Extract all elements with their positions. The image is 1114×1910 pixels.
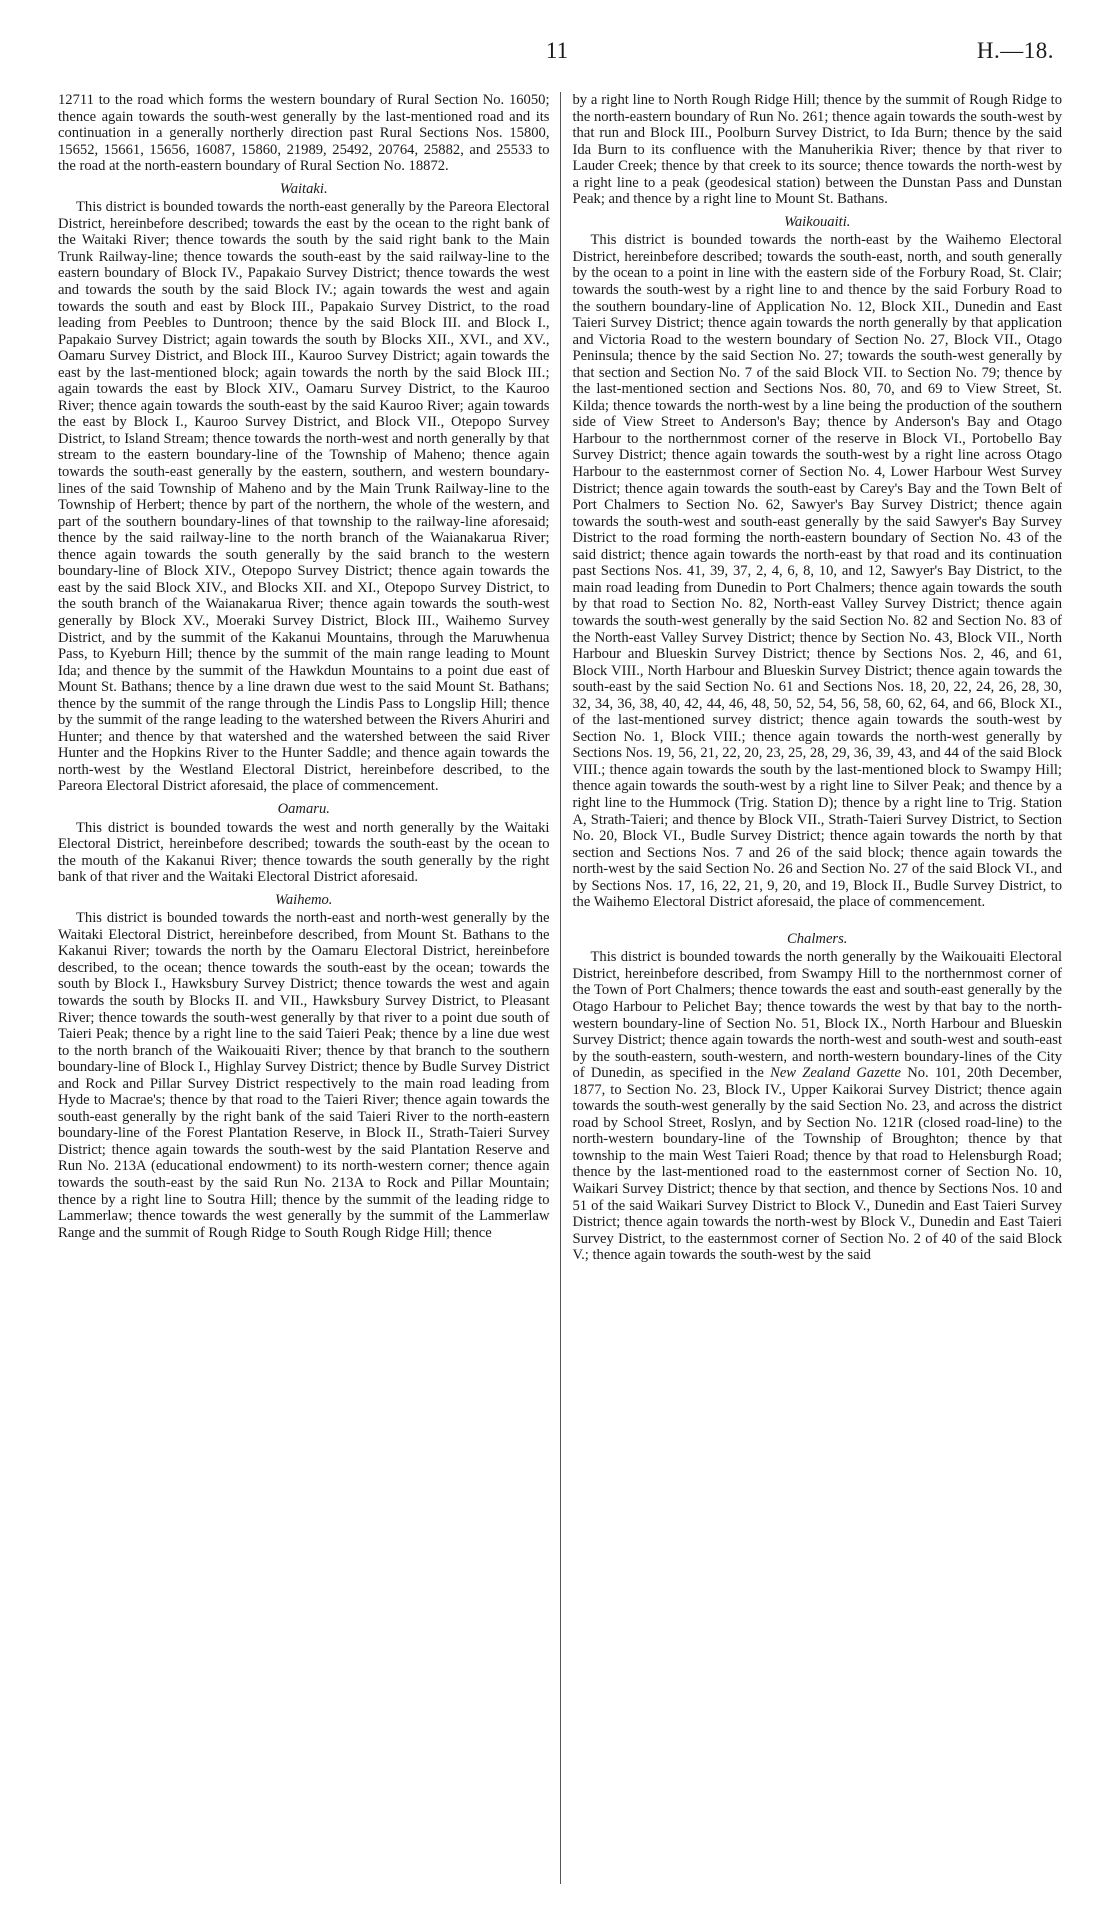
chalmers-paragraph bbox=[572, 949, 1062, 1263]
waitaki-paragraph: This district is bounded towards the north-east generally by the Pareora Electoral District, hereinbefore described; towards the east by the ocean to the right bank of the Waitaki River; thence towards the south by the said right bank to the Main Trunk Railway-line; thence towards the south-east by the said railway-line to the eastern boundary of Block IV., Papakaio Survey District; thence towards the west and towards the south by the said Block IV.; again towards the west and again towards the south and east by Block III., Papakaio Survey District, to the road leading from Peebles to Duntroon; thence by the said Block III. and Block I., Papakaio Survey District; again towards the south by Blocks XII., XVI., and XV., Oamaru Survey District, and Block III., Kauroo Survey District; again towards the east by the last-mentioned block; again towards the north by the said Block III.; again towards the east by Block XIV., Oamaru Survey District, to the Kauroo River; thence again towards the south-east by the said Kauroo River; again towards the east by Block I., Kauroo Survey District, and Block VII., Otepopo Survey District, to Island Stream; thence towards the north-west and north generally by that stream to the eastern boundary-line of the Township of Maheno; thence again towards the south-east generally by the eastern, southern, and western boundary-lines of the said Township of Maheno and by the Main Trunk Railway-line to the Township of Herbert; thence by part of the northern, the whole of the western, and part of the southern boundary-lines of that township to the railway-line aforesaid; thence by the said railway-line to the north branch of the Waianakarua River; thence again towards the south generally by the said branch to the western boundary-line of Block XIV., Otepopo Survey District; thence again towards the east by the said Block XIV., and Blocks XII. and XI., Otepopo Survey District, to the south branch of the Waianakarua River; thence again towards the south-west generally by Block XV., Moeraki Survey District, Block III., Waihemo Survey District, and by the summit of the Kakanui Mountains, through the Maruwhenua Pass, to Kyeburn Hill; thence by the summit of the main range leading to Mount Ida; and thence by the summit of the Hawkdun Mountains to a point due east of Mount St. Bathans; thence by a line drawn due west to the said Mount St. Bathans; thence by the summit of the range through the Lindis Pass to Longslip Hill; thence by the summit of the range leading to the watershed between the Rivers Ahuriri and Hunter; and thence by that watershed and the watershed between the said River Hunter and the Hopkins River to the Hunter Saddle; and thence again towards the north-west by the Westland Electoral District, hereinbefore described, to the Pareora Electoral District aforesaid, the place of commencement. bbox=[58, 199, 550, 795]
gazette-title: New Zealand Gazette bbox=[770, 1065, 901, 1082]
waihemo-heading: Waihemo. bbox=[275, 891, 333, 908]
chalmers-text-part-2: No. 101, 20th December, 1877, to Section No. 23, Block IV., Upper Kaikorai Survey District; thence again towards the south-west generally by the said Section No. 23, and across the district road by School Street, Roslyn, and by Section No. 121R (closed road-line) to the north-western boundary-line of the Township of Broughton; thence by that township to the main West Taieri Road; thence by that road to Helensburgh Road; thence by the last-mentioned road to the easternmost corner of Section No. 10, Waikari Survey District; thence by that section, and thence by Sections Nos. 10 and 51 of the said Waikari Survey District to Block V., Dunedin and East Taieri Survey District; thence again towards the north-west by Block V., Dunedin and East Taieri Survey District, to the easternmost corner of Section No. 2 of 40 of the said Block V.; thence again towards the south-west by the said bbox=[572, 1065, 1062, 1264]
right-column bbox=[564, 92, 1062, 1884]
waikouaiti-paragraph: This district is bounded towards the north-east by the Waihemo Electoral District, hereinbefore described; towards the south-east, north, and south generally by the ocean to a point in line with the eastern side of the Forbury Road, St. Clair; towards the south-west by a right line to and thence by the said Forbury Road to the southern boundary-line of Application No. 12, Block XII., Dunedin and East Taieri Survey District; thence again towards the north generally by that application and Victoria Road to the western boundary of Section No. 27, Block VII., Otago Peninsula; thence by the said Section No. 27; towards the south-west generally by that section and Section No. 7 of the said Block VII. to Section No. 79; thence by the last-mentioned section and Sections Nos. 80, 70, and 69 to View Street, St. Kilda; thence towards the north-west by a line being the production of the southern side of View Street to Anderson's Bay; thence by Anderson's Bay and Otago Harbour to the northernmost corner of the reserve in Block VI., Portobello Bay Survey District; thence again towards the south-west by a right line across Otago Harbour to the easternmost corner of Section No. 4, Lower Harbour West Survey District; thence again towards the south-east by Carey's Bay and the Town Belt of Port Chalmers to Section No. 62, Sawyer's Bay Survey District; thence again towards the south-west and south-east generally by the said Sawyer's Bay Survey District to the road forming the north-eastern boundary of Section No. 43 of the said district; thence again towards the north-east by that road and its continuation past Sections Nos. 41, 39, 37, 2, 4, 6, 8, 10, and 12, Sawyer's Bay District, to the main road leading from Dunedin to Port Chalmers; thence again towards the south by that road to Section No. 82, North-east Valley Survey District; thence again towards the south-west generally by the said Section No. 82 and Section No. 83 of the North-east Valley Survey District; thence by Section No. 43, Block VII., North Harbour and Blueskin Survey District; thence by Sections Nos. 2, 46, and 61, Block VIII., North Harbour and Blueskin Survey District; thence again towards the south-east by the said Section No. 61 and Sections Nos. 18, 20, 22, 24, 26, 28, 30, 32, 34, 36, 38, 40, 42, 44, 46, 48, 50, 52, 54, 56, 58, 60, 62, 64, and 66, Block XI., of the last-mentioned survey district; thence again towards the south-west by Section No. 1, Block VIII.; thence again towards the north-west generally by Sections Nos. 19, 56, 21, 22, 20, 23, 25, 28, 29, 36, 39, 43, and 44 of the said Block VIII.; thence again towards the south by the last-mentioned block to Swampy Hill; thence again towards the south-west by a right line to Silver Peak; and thence by a right line to the Hummock (Trig. Station D); thence by a right line to Trig. Station A, Strath-Taieri; and thence by Block VII., Strath-Taieri Survey District, to Section No. 20, Block VI., Budle Survey District; thence again towards the north by that section and Sections Nos. 7 and 26 of the said block; thence again towards the north-west by the said Section No. 26 and Section No. 27 of the said Block VI., and by Sections Nos. 17, 16, 22, 21, 9, 20, and 19, Block II., Budle Survey District, to the Waihemo Electoral District aforesaid, the place of commencement. bbox=[572, 232, 1062, 911]
column-divider bbox=[560, 92, 561, 1884]
document-reference: H.—18. bbox=[976, 38, 1054, 63]
chalmers-text-part-1: This district is bounded towards the north generally by the Waikouaiti Electoral District, hereinbefore described, from Swampy Hill to the northernmost corner of the Town of Port Chalmers; thence towards the east and south-east generally by the Otago Harbour to Pelichet Bay; thence towards the west by that bay to the north-western boundary-line of Section No. 51, Block IX., North Harbour and Blueskin Survey District; thence again towards the north-west and south-west and south-east by the south-eastern, south-western, and north-western boundary-lines of the City of Dunedin, as specified in the bbox=[572, 949, 1062, 1082]
oamaru-paragraph: This district is bounded towards the west and north generally by the Waitaki Electoral District, hereinbefore described; towards the south-east by the ocean to the mouth of the Kakanui River; thence towards the south generally by the right bank of that river and the Waitaki Electoral District aforesaid. bbox=[58, 819, 550, 886]
left-column bbox=[58, 92, 556, 1884]
waihemo-paragraph: This district is bounded towards the north-east and north-west generally by the Waitaki Electoral District, hereinbefore described, from Mount St. Bathans to the Kakanui River; towards the north by the Oamaru Electoral District, hereinbefore described, to the ocean; thence towards the south-east by the ocean; towards the south by Block I., Hawksbury Survey District; thence towards the west and again towards the south by Blocks II. and VII., Hawksbury Survey District, to Pleasant River; thence towards the south-west generally by that river to a point due south of Taieri Peak; thence by a right line to the said Taieri Peak; thence by a line due west to the north branch of the Waikouaiti River; thence by that branch to the southern boundary-line of Block I., Highlay Survey District; thence by Budle Survey District and Rock and Pillar Survey District respectively to the main road leading from Hyde to Macrae's; thence by that road to the Taieri River; thence again towards the south-east generally by the right bank of the said Taieri River to the north-eastern boundary-line of the Forest Plantation Reserve, in Block II., Strath-Taieri Survey District; thence again towards the south-west by the said Plantation Reserve and Run No. 213A (educational endowment) to its north-western corner; thence again towards the south-east by the said Run No. 213A to Rock and Pillar Mountain; thence by a right line to Soutra Hill; thence by the summit of the leading ridge to Lammerlaw; thence towards the west generally by the summit of the Lammerlaw Range and the summit of Rough Ridge to South Rough Ridge Hill; thence bbox=[58, 910, 550, 1241]
page-number: 11 bbox=[545, 38, 569, 63]
waitaki-heading: Waitaki. bbox=[279, 180, 328, 197]
section-spacer bbox=[572, 911, 1062, 925]
oamaru-heading: Oamaru. bbox=[277, 800, 330, 817]
right-intro-paragraph: by a right line to North Rough Ridge Hill; thence by the summit of Rough Ridge to the north-eastern boundary of Run No. 261; thence again towards the south-west by that run and Block III., Poolburn Survey District, to Ida Burn; thence by the said Ida Burn to its confluence with the Manuherikia River; thence by that river to Lauder Creek; thence by that creek to its source; thence towards the north-west by a right line to a peak (geodesical station) between the Dunstan Pass and Dunstan Peak; and thence by a right line to Mount St. Bathans. bbox=[572, 92, 1062, 208]
left-intro-paragraph: 12711 to the road which forms the western boundary of Rural Section No. 16050; thence again towards the south-west generally by the last-mentioned road and its continuation in a generally northerly direction past Rural Sections Nos. 15800, 15652, 15661, 15656, 16087, 15860, 21989, 25492, 20764, 25882, and 25533 to the road at the north-eastern boundary of Rural Section No. 18872. bbox=[58, 92, 550, 175]
chalmers-heading: Chalmers. bbox=[787, 930, 848, 947]
waikouaiti-heading: Waikouaiti. bbox=[784, 213, 851, 230]
text-columns bbox=[58, 92, 1062, 1884]
page-header bbox=[60, 38, 1054, 68]
